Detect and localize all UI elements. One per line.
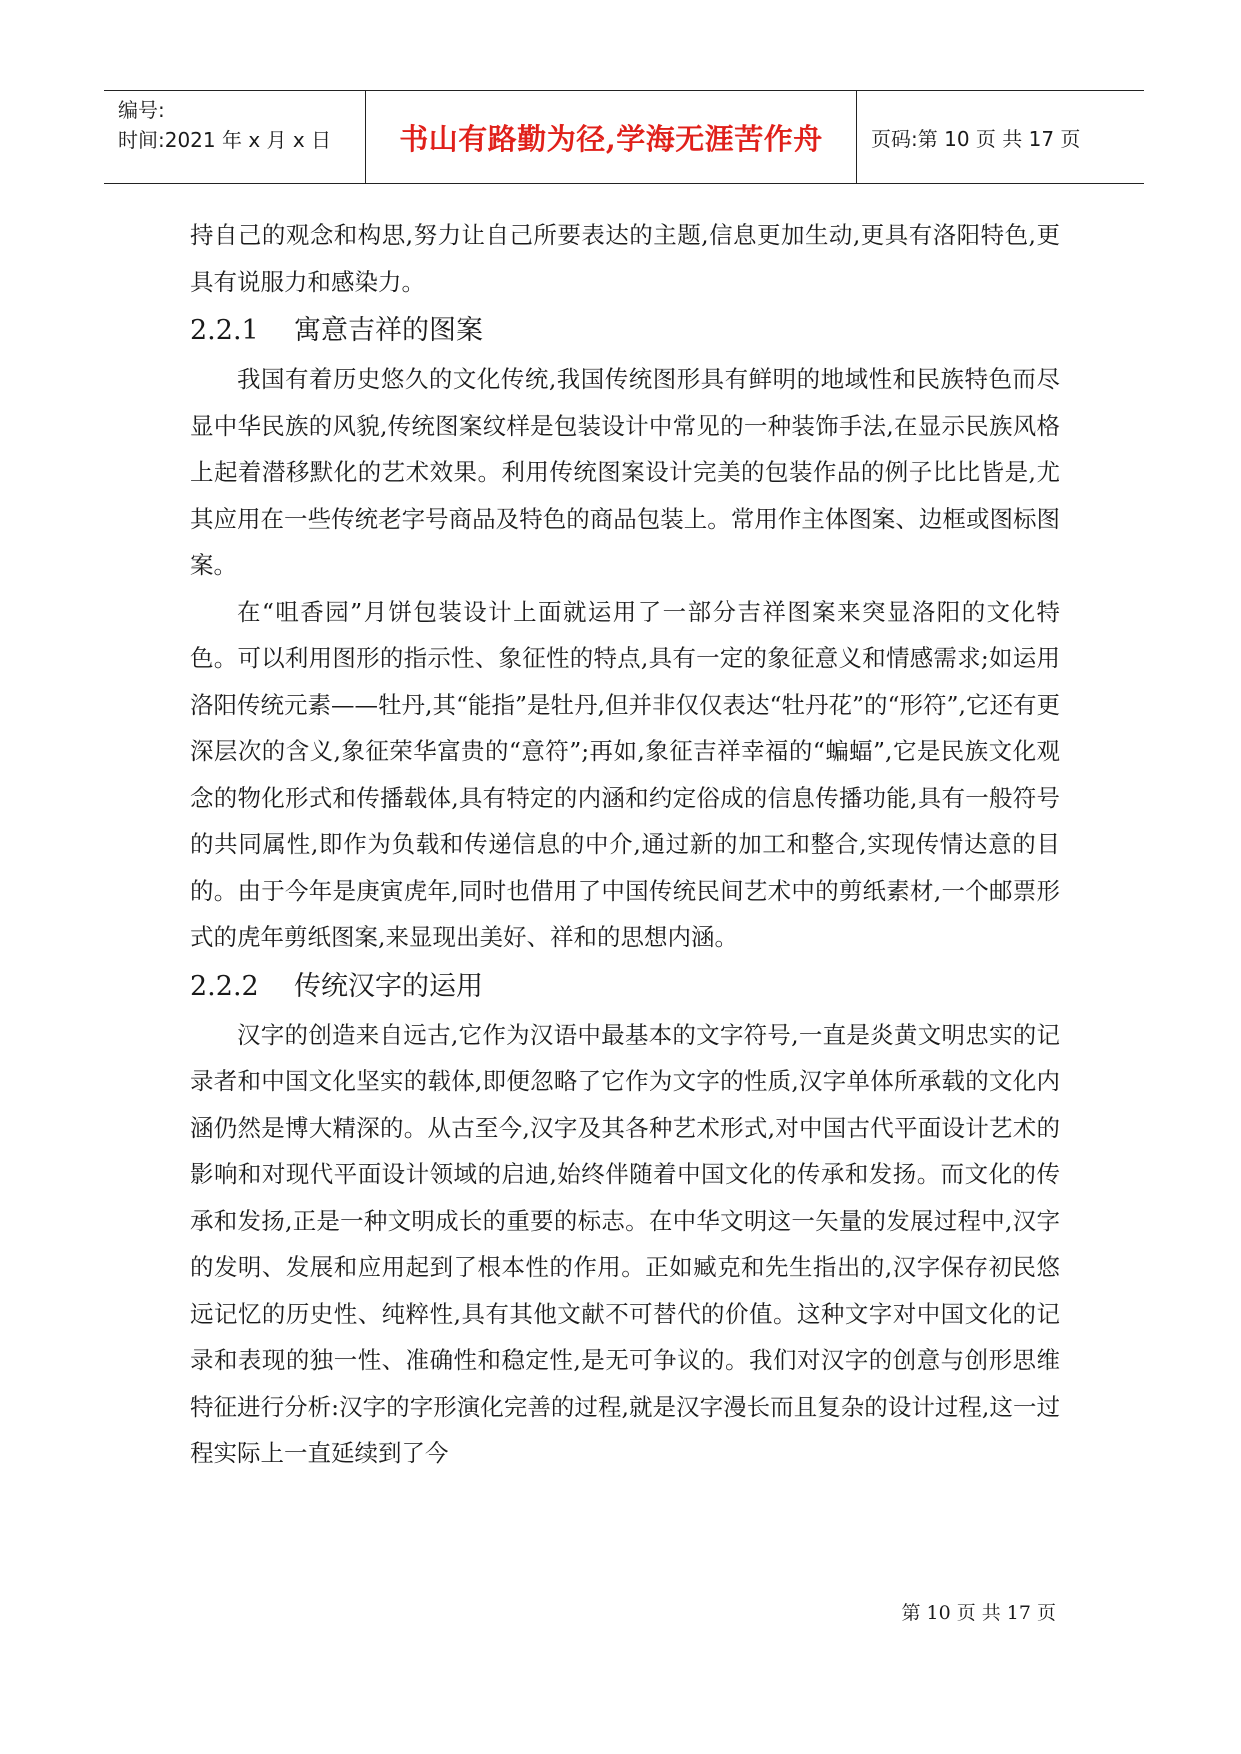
header-motto: 书山有路勤为径,学海无涯苦作舟 (366, 91, 857, 183)
section-number: 2.2.1 (190, 315, 259, 346)
section-number: 2.2.2 (190, 970, 259, 1002)
number-label: 编号: (118, 98, 165, 122)
section-title: 传统汉字的运用 (294, 970, 483, 1002)
header-page-info: 页码:第 10 页 共 17 页 (871, 126, 1081, 151)
page-footer: 第 10 页 共 17 页 (901, 1602, 1056, 1624)
paragraph: 我国有着历史悠久的文化传统,我国传统图形具有鲜明的地域性和民族特色而尽显中华民族的风貌,传统图案纹样是包装设计中常见的一种装饰手法,在显示民族风格上起着潜移默化的艺术效果。利用传统图案设计完美的包装作品的例子比比皆是,尤其应用在一些传统老字号商品及特色的商品包装上。常用作主体图案、边框或图标图案。 (190, 365, 1060, 579)
paragraph: 持自己的观念和构思,努力让自己所要表达的主题,信息更加生动,更具有洛阳特色,更具有说服力和感染力。 (190, 221, 1060, 296)
header-meta (104, 91, 366, 183)
paragraph: 汉字的创造来自远古,它作为汉语中最基本的文字符号,一直是炎黄文明忠实的记录者和中国文化坚实的载体,即便忽略了它作为文字的性质,汉字单体所承载的文化内涵仍然是博大精深的。从古至今,汉字及其各种艺术形式,对中国古代平面设计艺术的影响和对现代平面设计领域的启迪,始终伴随着中国文化的传承和发扬。而文化的传承和发扬,正是一种文明成长的重要的标志。在中华文明这一矢量的发展过程中,汉字的发明、发展和应用起到了根本性的作用。正如臧克和先生指出的,汉字保存初民悠远记忆的历史性、纯粹性,具有其他文献不可替代的价值。这种文字对中国文化的记录和表现的独一性、准确性和稳定性,是无可争议的。我们对汉字的创意与创形思维特征进行分析:汉字的字形演化完善的过程,就是汉字漫长而且复杂的设计过程,这一过程实际上一直延续到了今 (190, 1020, 1060, 1467)
section-title: 寓意吉祥的图案 (294, 315, 483, 346)
section-heading (190, 306, 1060, 356)
time-label: 时间:2021 年 x 月 x 日 (118, 128, 332, 152)
document-header (104, 90, 1144, 184)
paragraph: 在“咀香园”月饼包装设计上面就运用了一部分吉祥图案来突显洛阳的文化特色。可以利用图形的指示性、象征性的特点,具有一定的象征意义和情感需求;如运用洛阳传统元素——牡丹,其“能指”是牡丹,但并非仅仅表达“牡丹花”的“形符”,它还有更深层次的含义,象征荣华富贵的“意符”;再如,象征吉祥幸福的“蝙蝠”,它是民族文化观念的物化形式和传播载体,具有特定的内涵和约定俗成的信息传播功能,具有一般符号的共同属性,即作为负载和传递信息的中介,通过新的加工和整合,实现传情达意的目的。由于今年是庚寅虎年,同时也借用了中国传统民间艺术中的剪纸素材,一个邮票形式的虎年剪纸图案,来显现出美好、祥和的思想内涵。 (190, 597, 1060, 951)
document-body (190, 212, 1060, 1477)
section-heading (190, 962, 1060, 1012)
